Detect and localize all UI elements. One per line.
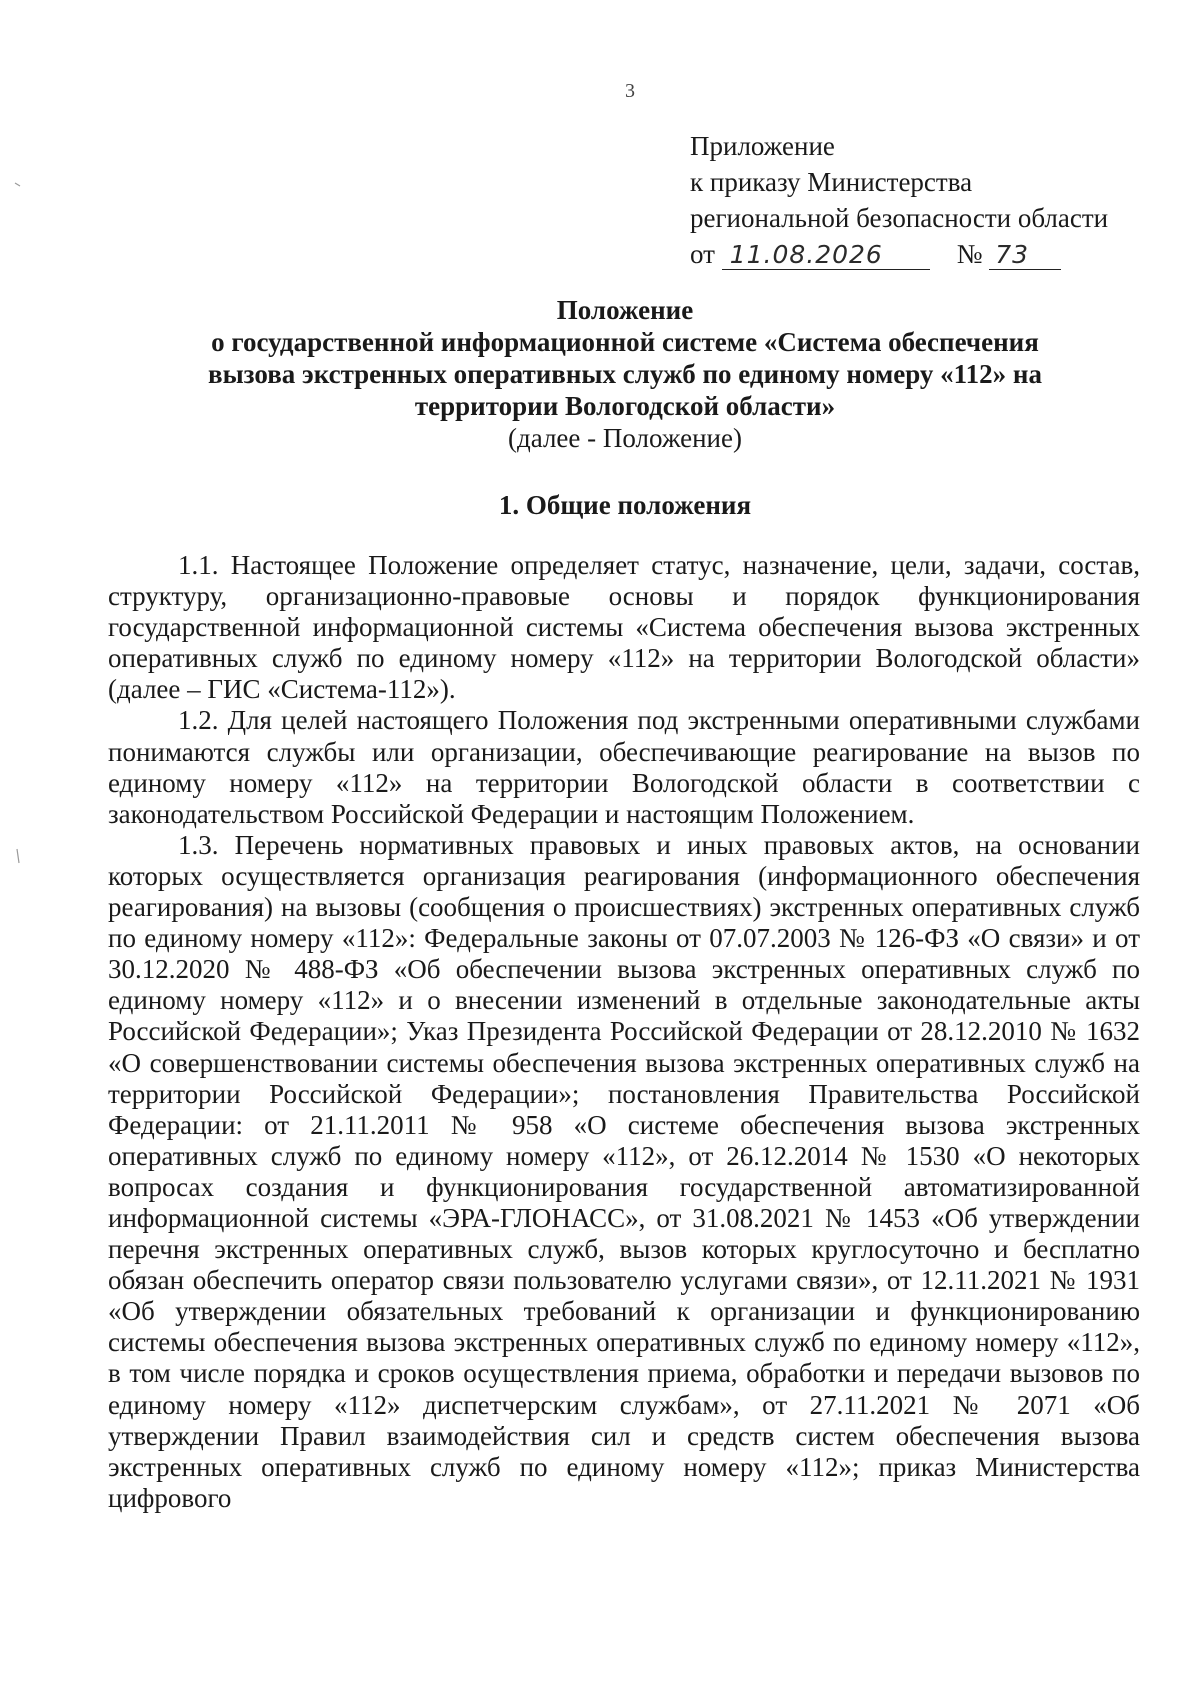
scan-speck-mark	[14, 182, 22, 188]
number-prefix: №	[956, 239, 983, 269]
appendix-date-line	[690, 236, 1190, 272]
section-heading: 1. Общие положения	[498, 490, 752, 520]
paragraph-1-2: 1.2. Для целей настоящего Положения под экстренными оперативными службами понимаются службы или организации, обеспечивающие реагирование на вызов по единому номеру «112» на территории Вологодской области в соответствии с законодательством Российской Федерации и настоящим Положением.	[108, 705, 1140, 829]
page-number: 3	[625, 80, 635, 102]
appendix-line-1: Приложение	[690, 131, 835, 161]
title-line-2: о государственной информационной системе «Система обеспечения	[211, 327, 1039, 357]
appendix-line-3: региональной безопасности области	[690, 203, 1109, 233]
handwritten-date: 11.08.2026	[722, 241, 930, 270]
title-line-4: территории Вологодской области»	[414, 391, 836, 421]
title-subtitle: (далее - Положение)	[508, 423, 742, 453]
document-title	[100, 294, 1150, 454]
date-prefix: от	[690, 239, 715, 269]
section-body	[108, 550, 1140, 1514]
title-line-3: вызова экстренных оперативных служб по единому номеру «112» на	[208, 359, 1042, 389]
paragraph-1-3: 1.3. Перечень нормативных правовых и иных правовых актов, на основании которых осуществляется организация реагирования (информационного обеспечения реагирования) на вызовы (сообщения о происшествиях) экстренных оперативных служб по единому номеру «112»: Федеральные законы от 07.07.2003 № 126-ФЗ «О связи» и от 30.12.2020 № 488-ФЗ «Об обеспечении вызова экстренных оперативных служб по единому номеру «112» и о внесении изменений в отдельные законодательные акты Российской Федерации»; Указ Президента Российской Федерации от 28.12.2010 № 1632 «О совершенствовании системы обеспечения вызова экстренных оперативных служб на территории Российской Федерации»; постановления Правительства Российской Федерации: от 21.11.2011 № 958 «О системе обеспечения вызова экстренных оперативных служб по единому номеру «112», от 26.12.2014 № 1530 «О некоторых вопросах создания и функционирования государственной автоматизированной информационной системы «ЭРА-ГЛОНАСС», от 31.08.2021 № 1453 «Об утверждении перечня экстренных оперативных служб, вызов которых круглосуточно и бесплатно обязан обеспечить оператор связи пользователю услугами связи», от 12.11.2021 № 1931 «Об утверждении обязательных требований к организации и функционированию системы обеспечения вызова экстренных оперативных служб по единому номеру «112», в том числе порядка и сроков осуществления приема, обработки и передачи вызовов по единому номеру «112» диспетчерским службам», от 27.11.2021 № 2071 «Об утверждении Правил взаимодействия сил и средств систем обеспечения вызова экстренных оперативных служб по единому номеру «112»; приказ Министерства цифрового	[108, 829, 1140, 1513]
paragraph-1-1: 1.1. Настоящее Положение определяет статус, назначение, цели, задачи, состав, структуру, организационно-правовые основы и порядок функционирования государственной информационной системы «Система обеспечения вызова экстренных оперативных служб по единому номеру «112» на территории Вологодской области» (далее – ГИС «Система-112»).	[108, 550, 1140, 705]
handwritten-number: 73	[989, 241, 1061, 270]
scan-speck-mark	[14, 848, 22, 866]
appendix-block	[690, 128, 1190, 272]
appendix-line-2: к приказу Министерства	[690, 167, 973, 197]
title-line-1: Положение	[556, 295, 694, 325]
